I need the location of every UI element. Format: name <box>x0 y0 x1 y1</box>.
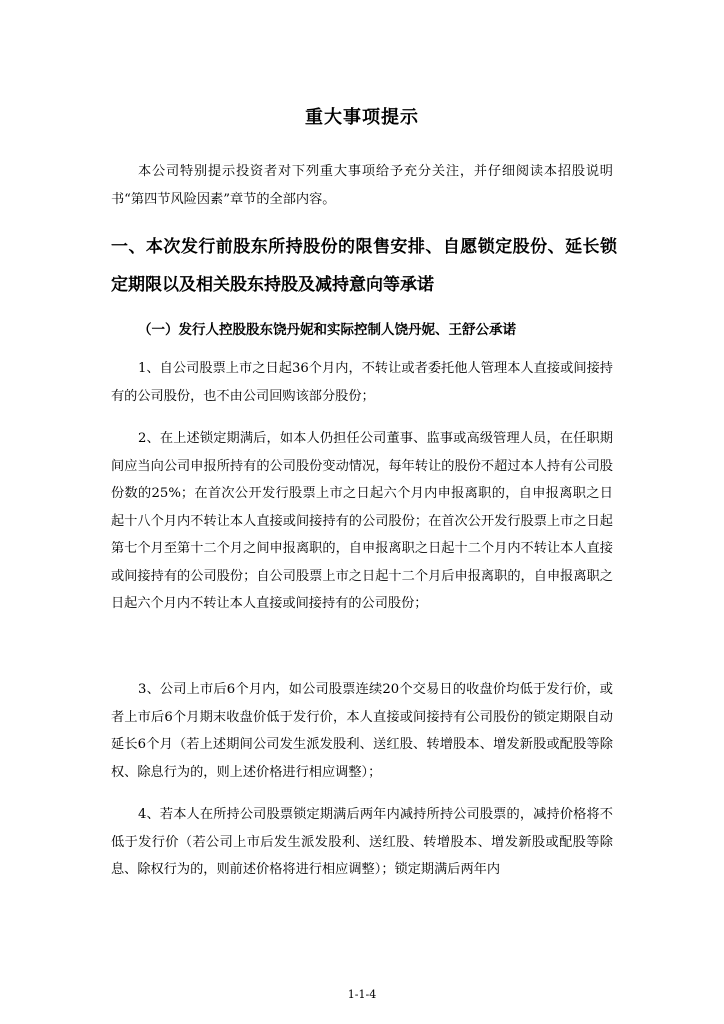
page-number: 1-1-4 <box>347 988 377 1001</box>
section-heading: 一、本次发行前股东所持股份的限售安排、自愿锁定股份、延长锁定期限以及相关股东持股及减持意向等承诺 <box>111 237 617 295</box>
intro-paragraph: 本公司特别提示投资者对下列重大事项给予充分关注，并仔细阅读本招股说明书“第四节风险因素”章节的全部内容。 <box>111 164 613 207</box>
commitment-paragraph-3: 3、公司上市后6个月内，如公司股票连续20个交易日的收盘价均低于发行价，或者上市后6个月期末收盘价低于发行价，本人直接或间接持有公司股份的锁定期限自动延长6个月（若上述期间公司发生派发股利、送红股、转增股本、增发新股或配股等除权、除息行为的，则上述价格进行相应调整）； <box>111 682 613 780</box>
page-title: 重大事项提示 <box>305 107 419 128</box>
subsection-heading: （一）发行人控股股东饶丹妮和实际控制人饶丹妮、王舒公承诺 <box>138 322 516 338</box>
commitment-paragraph-2: 2、在上述锁定期满后，如本人仍担任公司董事、监事或高级管理人员，在任职期间应当向公司申报所持有的公司股份变动情况，每年转让的股份不超过本人持有公司股份数的25%；在首次公开发行股票上市之日起六个月内申报离职的，自申报离职之日起十八个月内不转让本人直接或间接持有的公司股份；在首次公开发行股票上市之日起第七个月至第十二个月之间申报离职的，自申报离职之日起十二个月内不转让本人直接或间接持有的公司股份；自公司股票上市之日起十二个月后申报离职的，自申报离职之日起六个月内不转让本人直接或间接持有的公司股份； <box>111 431 613 611</box>
commitment-paragraph-4: 4、若本人在所持公司股票锁定期满后两年内减持所持公司股票的，减持价格将不低于发行价（若公司上市后发生派发股利、送红股、转增股本、增发新股或配股等除息、除权行为的，则前述价格将进行相应调整）；锁定期满后两年内 <box>111 807 613 877</box>
commitment-paragraph-1: 1、自公司股票上市之日起36个月内，不转让或者委托他人管理本人直接或间接持有的公司股份，也不由公司回购该部分股份； <box>111 361 613 404</box>
